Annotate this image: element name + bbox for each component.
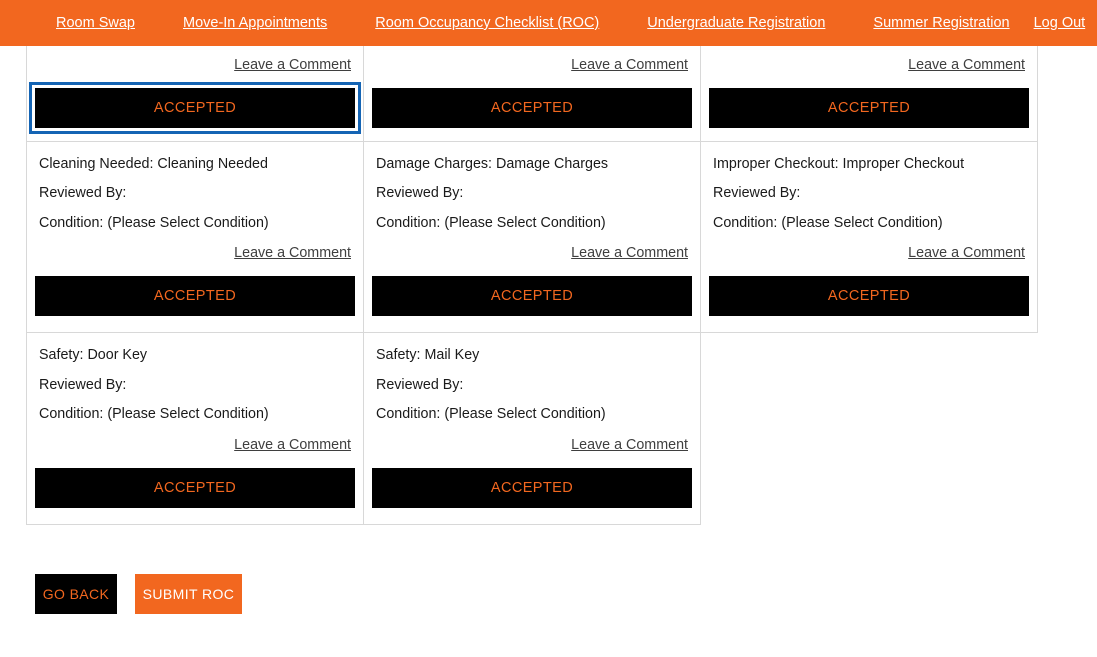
comment-row bbox=[372, 56, 692, 74]
card-title: Improper Checkout: Improper Checkout bbox=[713, 156, 965, 172]
card-reviewed-by: Reviewed By: bbox=[376, 185, 464, 202]
checklist-card bbox=[26, 46, 364, 142]
leave-a-comment-link[interactable]: Leave a Comment bbox=[571, 436, 688, 453]
checklist-card bbox=[363, 46, 701, 142]
checklist-row bbox=[26, 332, 1071, 523]
nav-links bbox=[32, 15, 1034, 31]
card-title: Safety: Mail Key bbox=[376, 347, 480, 364]
card-title: Damage Charges: Damage Charges bbox=[376, 156, 609, 172]
comment-row bbox=[35, 244, 355, 262]
leave-a-comment-link[interactable]: Leave a Comment bbox=[908, 245, 1025, 262]
card-title: Safety: Door Key bbox=[39, 347, 148, 364]
empty-grid-slot bbox=[701, 332, 1039, 523]
checklist-card-improper-checkout bbox=[700, 141, 1038, 333]
leave-a-comment-link[interactable]: Leave a Comment bbox=[571, 57, 688, 73]
accepted-button[interactable]: ACCEPTED bbox=[372, 468, 692, 508]
submit-roc-button[interactable]: SUBMIT ROC bbox=[135, 574, 242, 614]
top-navbar bbox=[0, 0, 1097, 46]
accepted-button[interactable]: ACCEPTED bbox=[709, 276, 1029, 316]
checklist-card bbox=[700, 46, 1038, 142]
accepted-button[interactable]: ACCEPTED bbox=[35, 88, 355, 128]
nav-link-move-in-appointments[interactable]: Move-In Appointments bbox=[182, 15, 328, 31]
card-condition: Condition: (Please Select Condition) bbox=[376, 214, 606, 231]
accepted-button[interactable]: ACCEPTED bbox=[372, 276, 692, 316]
leave-a-comment-link[interactable]: Leave a Comment bbox=[571, 245, 688, 262]
checklist-card-damage-charges bbox=[363, 141, 701, 333]
card-reviewed-by: Reviewed By: bbox=[39, 376, 127, 393]
checklist-row bbox=[26, 141, 1071, 332]
card-reviewed-by: Reviewed By: bbox=[713, 185, 801, 202]
roc-checklist-content bbox=[0, 46, 1097, 614]
nav-right-group bbox=[1034, 14, 1096, 32]
comment-row bbox=[35, 56, 355, 74]
card-title: Cleaning Needed: Cleaning Needed bbox=[39, 156, 268, 172]
card-condition: Condition: (Please Select Condition) bbox=[39, 406, 269, 423]
leave-a-comment-link[interactable]: Leave a Comment bbox=[234, 57, 351, 73]
leave-a-comment-link[interactable]: Leave a Comment bbox=[234, 245, 351, 262]
comment-row bbox=[709, 56, 1029, 74]
log-out-link[interactable]: Log Out bbox=[1033, 15, 1086, 31]
leave-a-comment-link[interactable]: Leave a Comment bbox=[234, 436, 351, 453]
checklist-row-partial bbox=[26, 46, 1071, 141]
card-condition: Condition: (Please Select Condition) bbox=[713, 214, 943, 231]
accepted-button[interactable]: ACCEPTED bbox=[709, 88, 1029, 128]
card-condition: Condition: (Please Select Condition) bbox=[376, 406, 606, 423]
card-condition: Condition: (Please Select Condition) bbox=[39, 214, 269, 231]
nav-link-room-occupancy-checklist[interactable]: Room Occupancy Checklist (ROC) bbox=[375, 15, 600, 31]
accepted-button[interactable]: ACCEPTED bbox=[35, 468, 355, 508]
leave-a-comment-link[interactable]: Leave a Comment bbox=[908, 57, 1025, 73]
checklist-card-safety-door-key bbox=[26, 332, 364, 524]
nav-link-undergraduate-registration[interactable]: Undergraduate Registration bbox=[647, 15, 826, 31]
comment-row bbox=[35, 436, 355, 454]
card-reviewed-by: Reviewed By: bbox=[376, 376, 464, 393]
accepted-button[interactable]: ACCEPTED bbox=[372, 88, 692, 128]
accepted-button[interactable]: ACCEPTED bbox=[35, 276, 355, 316]
nav-link-room-swap[interactable]: Room Swap bbox=[56, 15, 135, 31]
comment-row bbox=[709, 244, 1029, 262]
comment-row bbox=[372, 244, 692, 262]
go-back-button[interactable]: GO BACK bbox=[35, 574, 117, 614]
checklist-card-safety-mail-key bbox=[363, 332, 701, 524]
card-reviewed-by: Reviewed By: bbox=[39, 185, 127, 202]
checklist-card-cleaning-needed bbox=[26, 141, 364, 333]
nav-link-summer-registration[interactable]: Summer Registration bbox=[873, 15, 1010, 31]
comment-row bbox=[372, 436, 692, 454]
footer-actions bbox=[26, 524, 1071, 614]
